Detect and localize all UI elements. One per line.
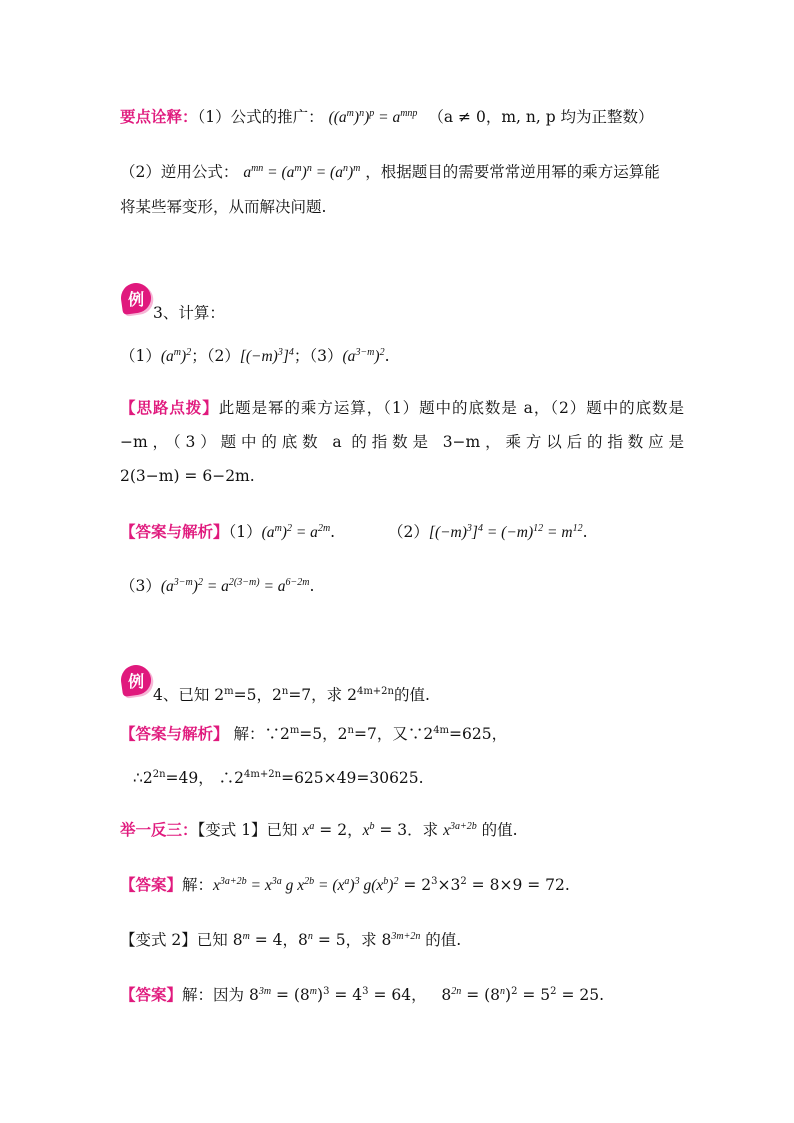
variant2-answer-line: 【答案】解：因为 $8^{3m} = (8^m)^3 = 4^3 = 64$， $8^{2n} = (8^n)^2 = 5^2 = 25$. [120,985,605,1004]
points-item2-text2: 将某些幂变形，从而解决问题. [120,198,327,216]
points-item1-prefix: （1）公式的推广： [197,108,324,126]
points-line-2 [120,162,684,183]
example3-hint-line-1 [120,398,684,418]
example3-hint-text-1: 此题是幂的乘方运算，（1）题中的底数是 a，（2）题中的底数是 [218,399,684,417]
points-item2-text: ，根据题目的需要常常逆用幂的乘方运算能 [365,163,660,181]
points-item2-prefix: （2）逆用公式： [120,163,239,181]
points-item1-condition: （a ≠ 0，m, n, p 均为正整数） [428,108,654,126]
example3-problems: $(1)(a^m)^2$；$(2)[(-m)^3]^4$；$(3)(a^{3-m})^2$. [120,346,390,365]
points-item1-formula: $((a^m)^n)^p = a^{mnp}$ [328,107,418,126]
points-item2-formula: $a^{mn} = (a^m)^n = (a^n)^m$ [243,162,361,181]
variant2-answer-label: 【答案】 [120,986,183,1004]
example3-answer-line-1: 【答案与解析】$(1)(a^m)^2 = a^{2m}$. $(2)[(-m)^3]^4 = (-m)^{12} = m^{12}$. [120,522,588,541]
example3-badge-icon: 例 [119,281,153,315]
variant2-title-line: 【变式 2】已知 $8^m = 4$，$8^n = 5$，求 $8^{3m+2n}$ 的值. [120,930,462,949]
variant1-label: 举一反三： [120,821,198,839]
example3-title: 3、计算： [153,304,225,322]
variant1-answer-label: 【答案】 [120,876,183,894]
points-label: 要点诠释： [120,108,198,126]
example3-hint-line-2: −m，（3）题中的底数 a 的指数是 3−m，乘方以后的指数应是 [120,433,684,451]
variant1-answer-line: 【答案】解：$x^{3a+2b} = x^{3a}$ g $x^{2b} = (x^a)^3$ $g(x^b)^2 = 2^3\times 3^2 = 8\times 9 = 72$. [120,875,570,894]
example4-answer-label: 【答案与解析】 [120,725,229,743]
example3-answer-3: $(3)(a^{3-m})^2 = a^{2(3-m)} = a^{6-2m}$. [120,576,315,595]
example3-answer-label: 【答案与解析】 [120,523,229,541]
variant1-title-line: 举一反三：【变式 1】已知 $x^a = 2$，$x^b = 3$．求 $x^{3a+2b}$ 的值. [120,820,518,839]
example4-answer-line-2: $\therefore 2^{2n}=49$， $\therefore 2^{4m+2n}=625\times 49=30625$. [133,768,424,787]
example3-hint-label: 【思路点拨】 [120,399,219,417]
points-line-1 [120,107,684,128]
example4-badge-icon: 例 [119,663,153,697]
example3-hint-line-3: 2(3−m) = 6−2m. [120,467,255,485]
example4-title: 4、已知 $2^m=5$，$2^n=7$，求 $2^{4m+2n}$的值. [153,685,430,704]
example4-answer-line-1: 【答案与解析】 解：$\because 2^m=5$，$2^n=7$，又$\because 2^{4m}=625$， [120,724,508,743]
example3-answer-2: $(2)[(-m)^3]^4 = (-m)^{12} = m^{12}$. [388,522,588,541]
